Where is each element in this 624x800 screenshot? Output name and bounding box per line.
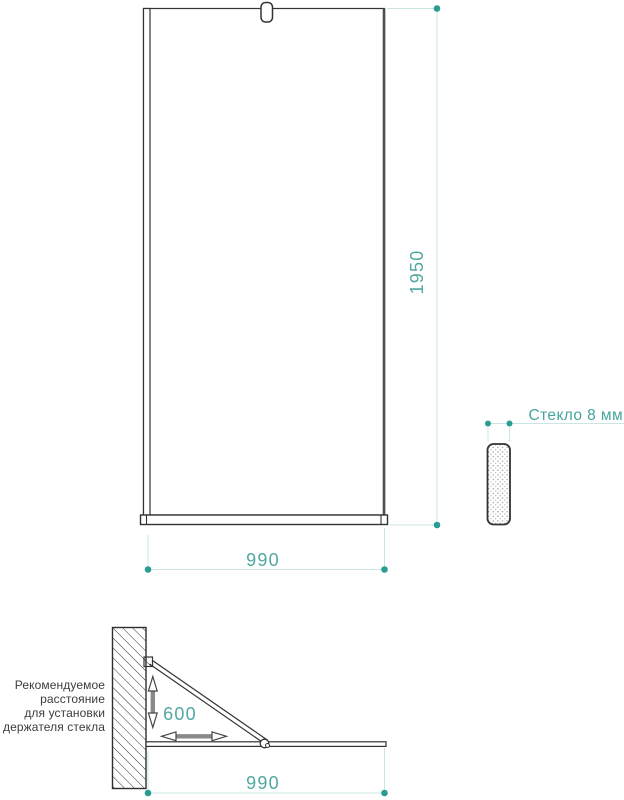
note-line: держателя стекла [3, 720, 105, 734]
glass-cross-section [488, 444, 511, 525]
wall-profile [144, 9, 151, 516]
horizontal-arrow [162, 732, 227, 741]
note-line: Рекомендуемое [14, 678, 105, 692]
plan-view [113, 628, 387, 789]
top-glass-clip [261, 3, 273, 23]
holder-distance-label: 600 [163, 704, 197, 724]
pivot-connector-small [266, 744, 270, 748]
dimension-dot [145, 566, 152, 573]
dimension-dot [381, 790, 388, 797]
glass-section-view [485, 421, 624, 525]
dimension-dot [434, 522, 441, 529]
front-view [141, 3, 388, 525]
height-dimension-label: 1950 [407, 249, 427, 295]
installation-note [0, 678, 105, 734]
dimension-dot [434, 5, 441, 12]
bottom-support-bar [141, 515, 388, 525]
dimension-dot [381, 566, 388, 573]
wall-hatched [113, 628, 147, 789]
front-width-dimension-label: 990 [246, 550, 280, 570]
glass-panel-outline [144, 9, 385, 516]
glass-thickness-label: Стекло 8 мм [528, 407, 623, 424]
support-bar-line [153, 661, 269, 741]
note-line: расстояние [40, 692, 105, 706]
note-line: для установки [24, 706, 105, 720]
vertical-arrow [148, 677, 157, 728]
dimension-dot [145, 790, 152, 797]
plan-width-dimension-label: 990 [246, 773, 280, 793]
